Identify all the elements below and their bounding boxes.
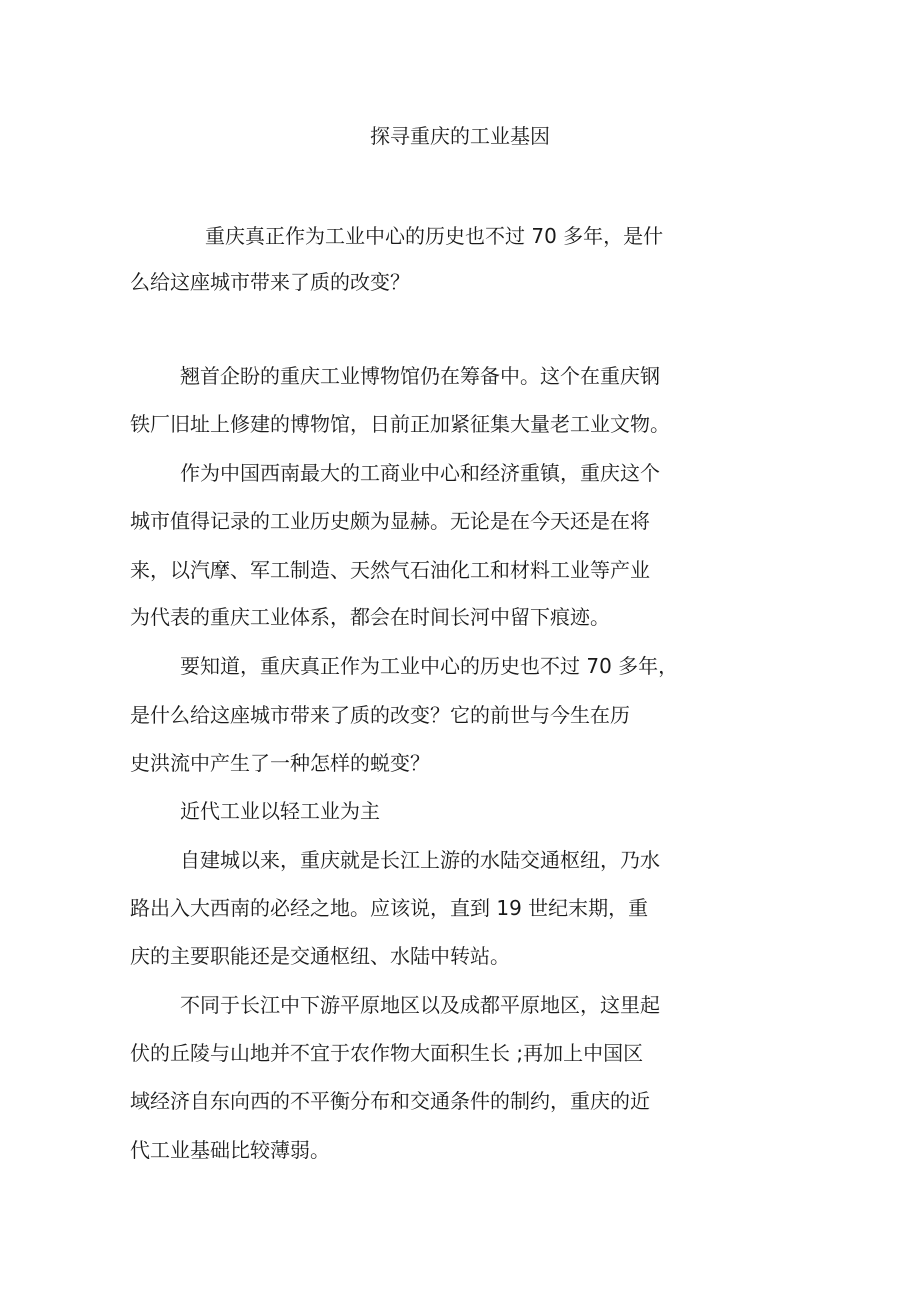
body-line: 翘首企盼的重庆工业博物馆仍在筹备中。这个在重庆钢 [180,364,660,388]
body-line: 路出入大西南的必经之地。应该说，直到 19 世纪末期，重 [130,896,649,920]
body-line: 不同于长江中下游平原地区以及成都平原地区，这里起 [180,993,660,1017]
body-line: 史洪流中产生了一种怎样的蜕变？ [130,751,430,775]
body-line: 来，以汽摩、军工制造、天然气石油化工和材料工业等产业 [130,558,650,582]
body-line: 自建城以来，重庆就是长江上游的水陆交通枢纽，乃水 [180,848,660,872]
body-line: 铁厂旧址上修建的博物馆，日前正加紧征集大量老工业文物。 [130,412,670,436]
body-line: 重庆真正作为工业中心的历史也不过 70 多年，是什 [205,224,664,248]
body-line: 要知道，重庆真正作为工业中心的历史也不过 70 多年， [180,654,679,678]
body-line: 庆的主要职能还是交通枢纽、水陆中转站。 [130,944,510,968]
body-line: 域经济自东向西的不平衡分布和交通条件的制约，重庆的近 [130,1089,650,1113]
body-line: 伏的丘陵与山地并不宜于农作物大面积生长 ;再加上中国区 [130,1041,644,1065]
document-title: 探寻重庆的工业基因 [370,124,550,148]
body-line: 作为中国西南最大的工商业中心和经济重镇，重庆这个 [180,461,660,485]
body-line: 是什么给这座城市带来了质的改变？它的前世与今生在历 [130,703,630,727]
body-line: 为代表的重庆工业体系，都会在时间长河中留下痕迹。 [130,605,610,629]
body-line: 代工业基础比较薄弱。 [130,1138,330,1162]
body-line: 么给这座城市带来了质的改变？ [130,270,410,294]
body-line: 城市值得记录的工业历史颇为显赫。无论是在今天还是在将 [130,509,650,533]
section-heading: 近代工业以轻工业为主 [180,799,380,823]
